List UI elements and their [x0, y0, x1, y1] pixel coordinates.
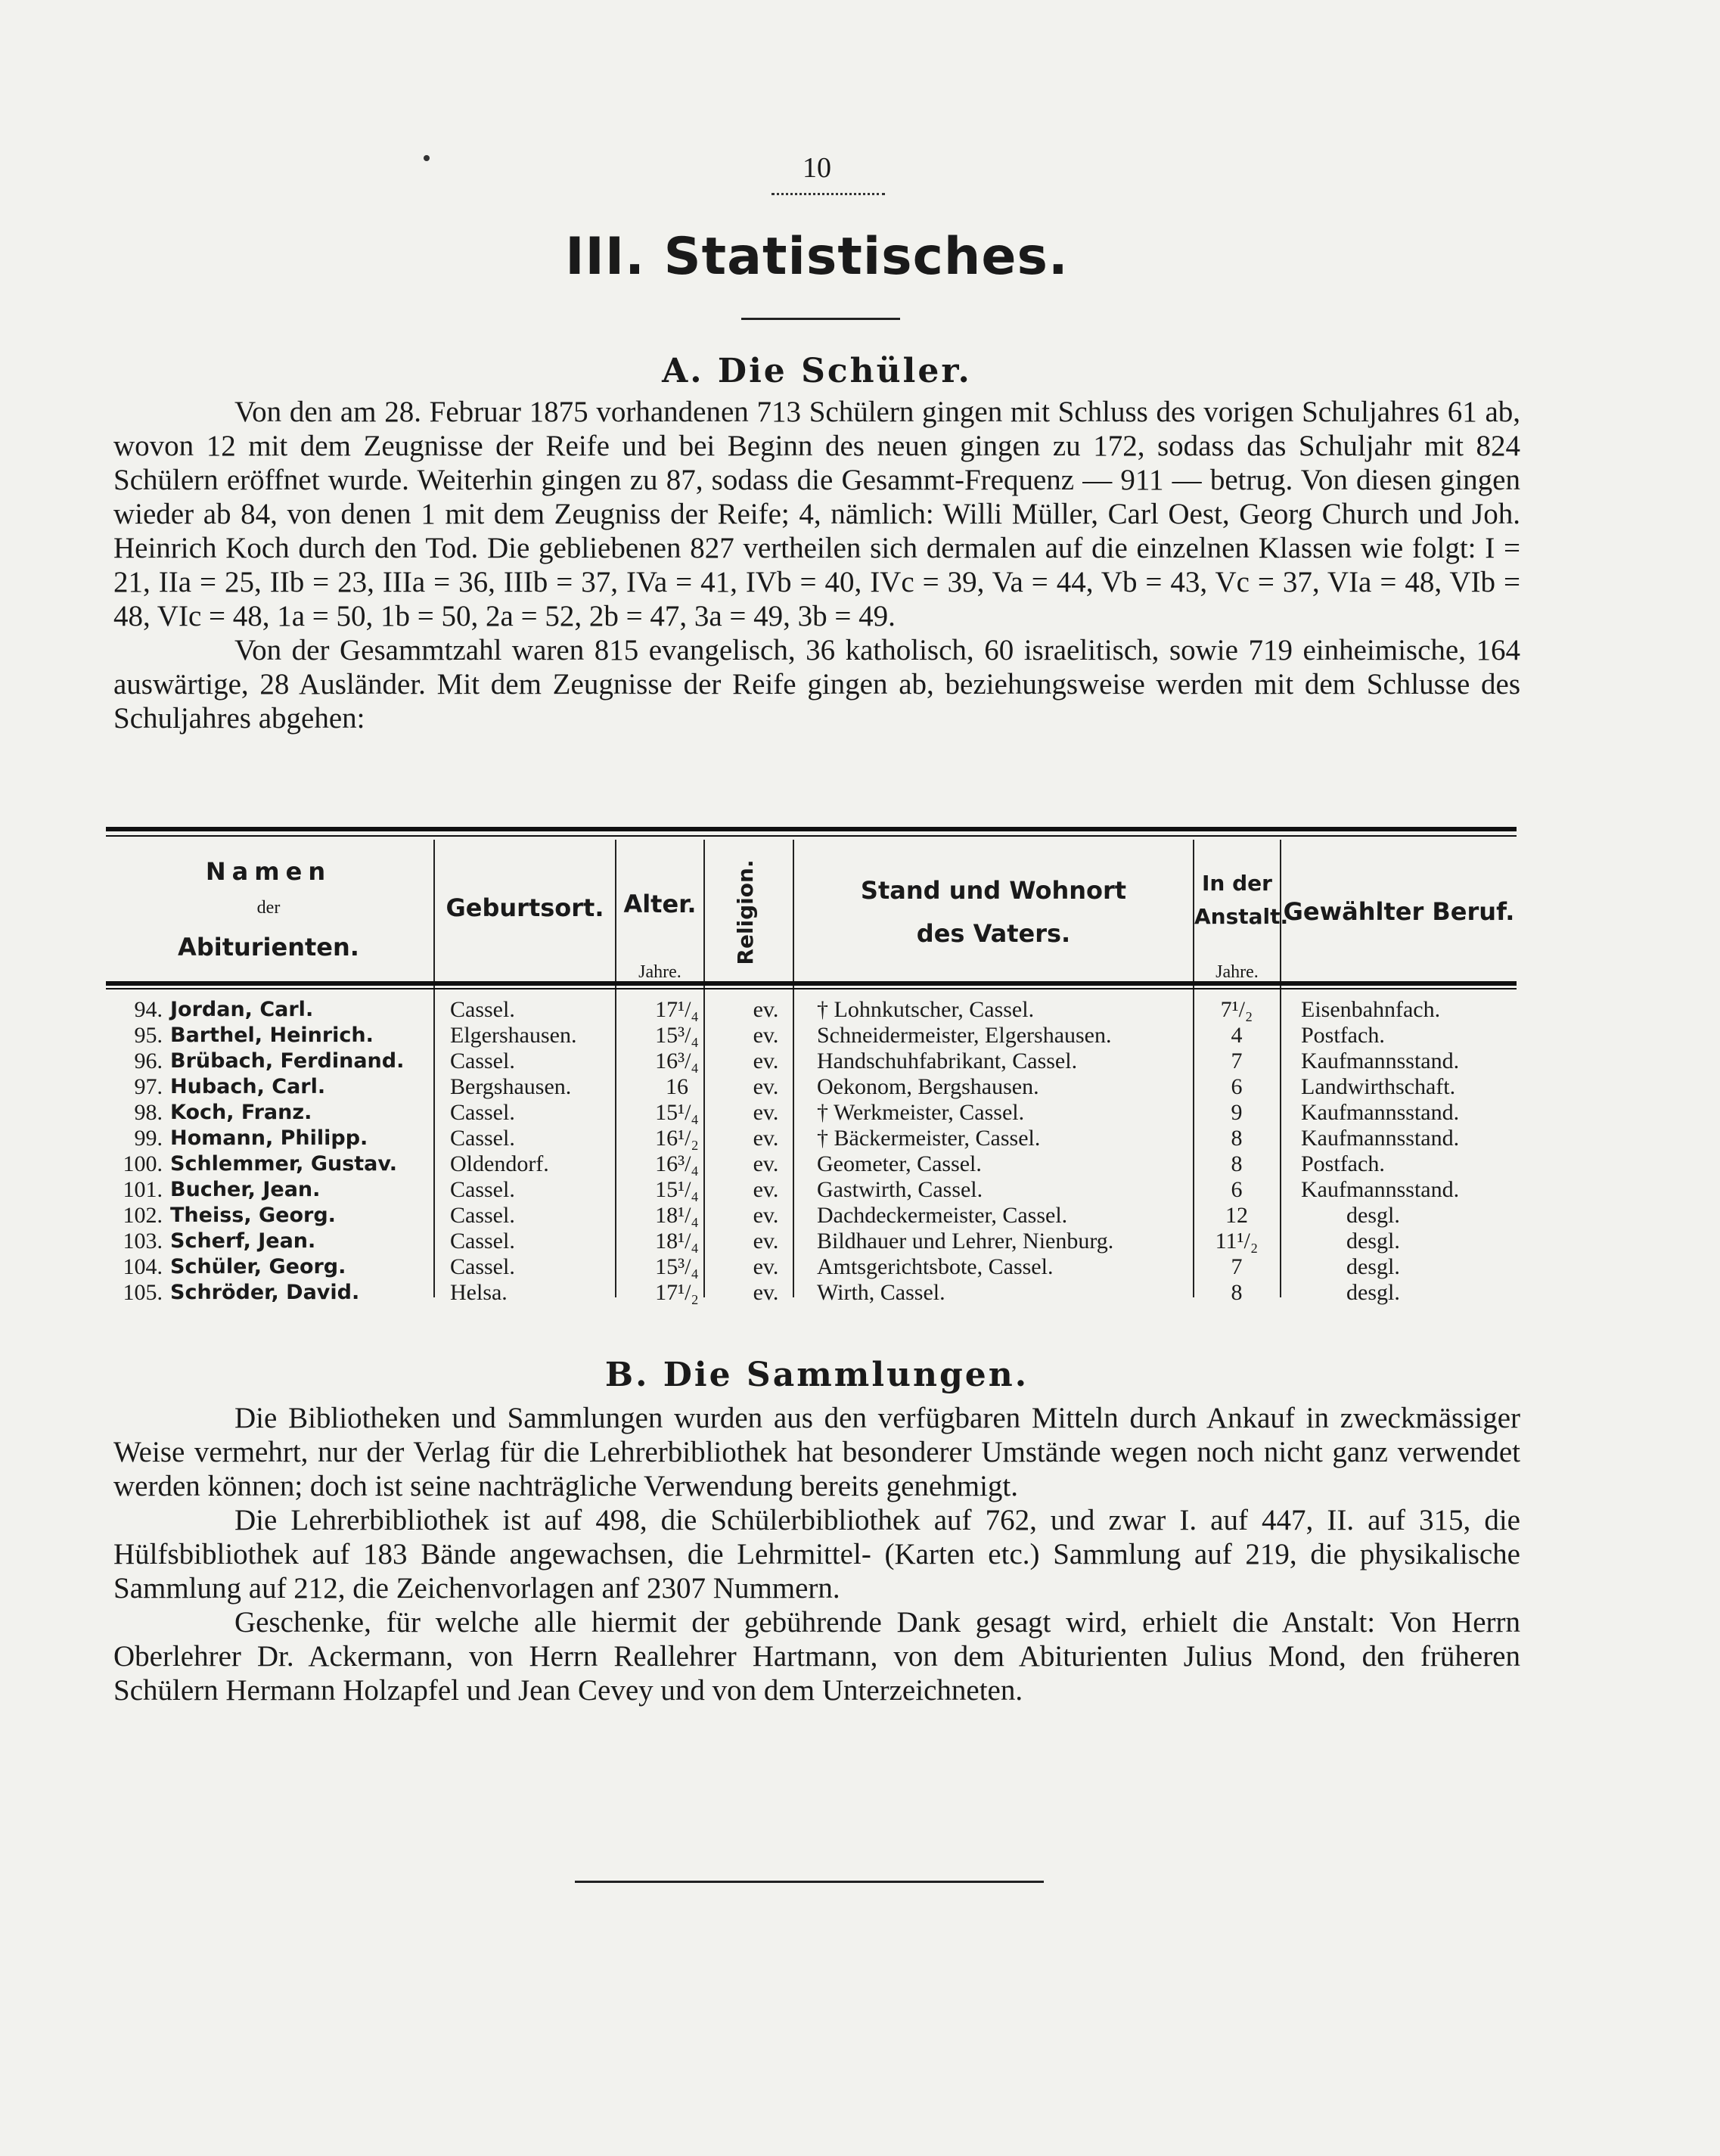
table-row: 96. Brübach, Ferdinand. Cassel. 16³/₄ ev. Handschuhfabrikant, Cassel. 7 Kaufmannsstand.: [134, 1048, 1460, 1073]
table-row: 99. Homann, Philipp. Cassel. 16¹/₂ ev. † Bäckermeister, Cassel. 8 Kaufmannsstand.: [134, 1126, 1460, 1151]
table-header-rule: [106, 981, 1517, 986]
title-divider: [741, 318, 900, 320]
section-b-paragraph-1: Die Bibliotheken und Sammlungen wurden aus den verfügbaren Mitteln durch Ankauf in zweckmässiger Weise vermehrt, nur der Verlag für die Lehrerbibliothek hat besonderer Umstände wegen noch nicht ganz verwendet werden können; doch ist seine nachträgliche Verwendung bereits genehmigt.: [113, 1402, 1520, 1502]
header-profession: Gewählter Beruf.: [1283, 897, 1515, 926]
table-header-rule-thin: [106, 988, 1517, 989]
table-row: 97. Hubach, Carl. Bergshausen. 16 ev. Oekonom, Bergshausen. 6 Landwirthschaft.: [134, 1074, 1456, 1099]
footer-rule: [575, 1881, 1044, 1883]
header-name-1: Namen: [205, 857, 332, 886]
header-name-2: der: [256, 898, 281, 918]
table-row: 104. Schüler, Georg. Cassel. 15³/₄ ev. Amtsgerichtsbote, Cassel. 7 desgl.: [123, 1254, 1400, 1279]
section-a-text: [113, 395, 1520, 735]
header-age: Alter.: [623, 890, 697, 918]
header-name-3: Abiturienten.: [178, 933, 359, 962]
table-row: 95. Barthel, Heinrich. Elgershausen. 15³/₄ ev. Schneidermeister, Elgershausen. 4 Postfach.: [134, 1023, 1385, 1048]
table-top-rule-thin: [106, 835, 1517, 837]
page-number: 10: [803, 152, 831, 184]
header-birthplace: Geburtsort.: [446, 893, 604, 922]
table-row: 100. Schlemmer, Gustav. Oldendorf. 16³/₄ ev. Geometer, Cassel. 8 Postfach.: [123, 1151, 1385, 1176]
section-b-paragraph-3: Geschenke, für welche alle hiermit der gebührende Dank gesagt wird, erhielt die Anstalt: Von Herrn Oberlehrer Dr. Ackermann, von Herrn Reallehrer Hartmann, von dem Abiturienten Julius Mond, den früheren Schülern Hermann Holzapfel und Jean Cevey und von dem Unterzeichneten.: [113, 1606, 1520, 1707]
header-age-unit: Jahre.: [638, 962, 681, 982]
chapter-title: III. Statistisches.: [565, 227, 1069, 287]
section-b-paragraph-2: Die Lehrerbibliothek ist auf 498, die Schülerbibliothek auf 762, und zwar I. auf 447, II. auf 315, die Hülfsbibliothek auf 183 Bände angewachsen, die Lehrmittel- (Karten etc.) Sammlung auf 219, die physikalische Sammlung auf 212, die Zeichenvorlagen anf 2307 Nummern.: [113, 1504, 1520, 1605]
table-row: 103. Scherf, Jean. Cassel. 18¹/₄ ev. Bildhauer und Lehrer, Nienburg. 11¹/₂ desgl.: [123, 1229, 1400, 1254]
table-row: 101. Bucher, Jean. Cassel. 15¹/₄ ev. Gastwirth, Cassel. 6 Kaufmannsstand.: [123, 1177, 1460, 1202]
header-years-2: Anstalt.: [1194, 904, 1289, 929]
section-b-text: [113, 1401, 1520, 1707]
header-father-1: Stand und Wohnort: [860, 876, 1127, 905]
header-years-1: In der: [1202, 871, 1272, 896]
page-number-ornament: [772, 185, 885, 195]
table-row: 98. Koch, Franz. Cassel. 15¹/₄ ev. † Werkmeister, Cassel. 9 Kaufmannsstand.: [134, 1100, 1460, 1125]
table-row: 102. Theiss, Georg. Cassel. 18¹/₄ ev. Dachdeckermeister, Cassel. 12 desgl.: [123, 1203, 1400, 1228]
table-row: 94. Jordan, Carl. Cassel. 17¹/₄ ev. † Lohnkutscher, Cassel. 7¹/₂ Eisenbahnfach.: [134, 997, 1441, 1022]
header-religion: Religion.: [733, 859, 758, 965]
table-top-rule: [106, 827, 1517, 831]
section-a-heading: A. Die Schüler.: [662, 352, 972, 390]
section-a-paragraph-1: Von den am 28. Februar 1875 vorhandenen 713 Schülern gingen mit Schluss des vorigen Schuljahres 61 ab, wovon 12 mit dem Zeugnisse der Reife und bei Beginn des neuen gingen zu 172, sodass das Schuljahr mit 824 Schülern eröffnet wurde. Weiterhin gingen zu 87, sodass die Gesammt-Frequenz — 911 — betrug. Von diesen gingen wieder ab 84, von denen 1 mit dem Zeugniss der Reife; 4, nämlich: Willi Müller, Carl Oest, Georg Church und Joh. Heinrich Koch durch den Tod. Die gebliebenen 827 vertheilen sich dermalen auf die einzelnen Klassen wie folgt: I = 21, IIa = 25, IIb = 23, IIIa = 36, IIIb = 37, IVa = 41, IVb = 40, IVc = 39, Va = 44, Vb = 43, Vc = 37, VIa = 48, VIb = 48, VIc = 48, 1a = 50, 1b = 50, 2a = 52, 2b = 47, 3a = 49, 3b = 49.: [113, 396, 1520, 632]
header-father-2: des Vaters.: [916, 919, 1071, 948]
section-a-paragraph-2: Von der Gesammtzahl waren 815 evangelisch, 36 katholisch, 60 israelitisch, sowie 719 einheimische, 164 auswärtige, 28 Ausländer. Mit dem Zeugnisse der Reife gingen ab, beziehungsweise werden mit dem Schlusse des Schuljahres abgehen:: [113, 634, 1520, 735]
section-b-heading: B. Die Sammlungen.: [604, 1356, 1029, 1394]
table-row: 105. Schröder, David. Helsa. 17¹/₂ ev. Wirth, Cassel. 8 desgl.: [123, 1280, 1400, 1305]
header-years-unit: Jahre.: [1215, 962, 1259, 982]
